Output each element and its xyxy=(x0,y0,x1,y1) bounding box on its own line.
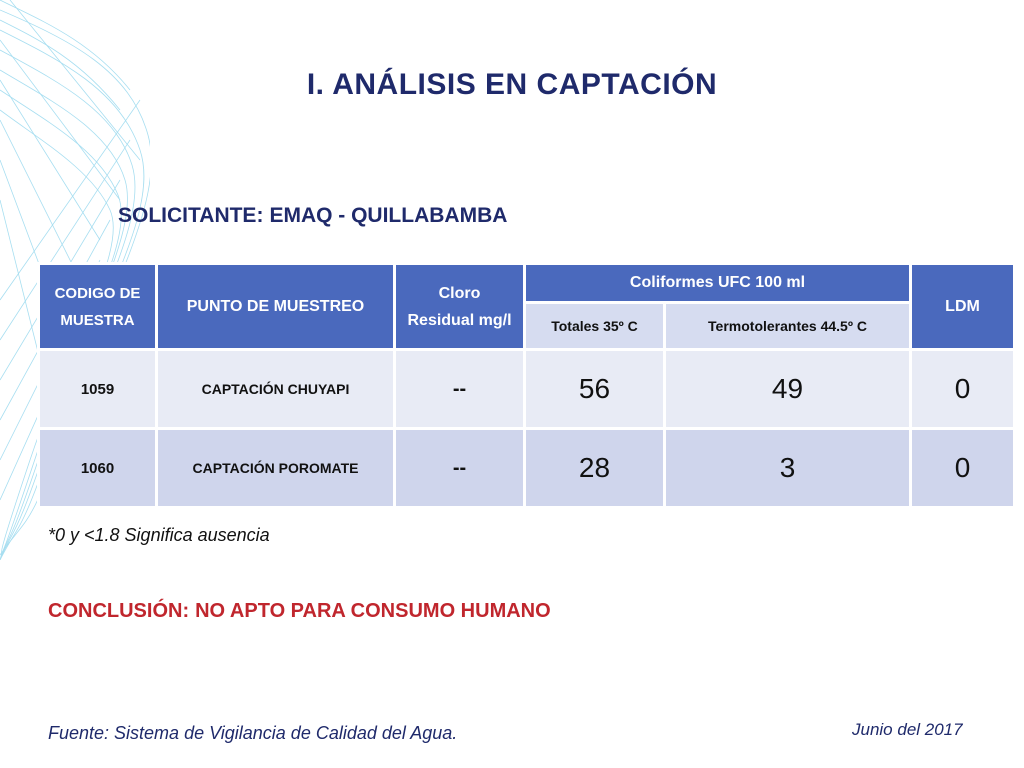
cell-termotolerantes: 3 xyxy=(665,429,911,508)
footnote: *0 y <1.8 Significa ausencia xyxy=(48,525,270,545)
cell-totales: 56 xyxy=(525,350,665,429)
source-note: Fuente: Sistema de Vigilancia de Calidad del Agua. xyxy=(48,723,458,743)
solicitante-value: EMAQ - QUILLABAMBA xyxy=(269,204,508,227)
cell-termotolerantes: 49 xyxy=(665,350,911,429)
header-termotolerantes: Termotolerantes 44.5º C xyxy=(665,303,911,350)
results-table xyxy=(37,262,1016,509)
solicitante-label: SOLICITANTE: xyxy=(118,204,264,227)
cell-totales: 28 xyxy=(525,429,665,508)
header-punto: PUNTO DE MUESTREO xyxy=(157,264,395,350)
cell-ldm: 0 xyxy=(911,350,1015,429)
table-row xyxy=(39,429,1015,508)
conclusion-value: NO APTO PARA CONSUMO HUMANO xyxy=(195,600,551,622)
header-totales: Totales 35º C xyxy=(525,303,665,350)
cell-ldm: 0 xyxy=(911,429,1015,508)
date-label: Junio del 2017 xyxy=(852,720,963,739)
conclusion xyxy=(48,600,551,623)
cell-punto: CAPTACIÓN POROMATE xyxy=(157,429,395,508)
header-ldm: LDM xyxy=(911,264,1015,350)
page-title: I. ANÁLISIS EN CAPTACIÓN xyxy=(306,68,718,101)
header-codigo: CODIGO DE MUESTRA xyxy=(39,264,157,350)
solicitante-line xyxy=(118,204,507,228)
cell-cloro: -- xyxy=(395,429,525,508)
header-coliformes: Coliformes UFC 100 ml xyxy=(525,264,911,303)
header-cloro: Cloro Residual mg/l xyxy=(395,264,525,350)
cell-codigo: 1060 xyxy=(39,429,157,508)
cell-punto: CAPTACIÓN CHUYAPI xyxy=(157,350,395,429)
conclusion-label: CONCLUSIÓN: xyxy=(48,600,190,622)
cell-cloro: -- xyxy=(395,350,525,429)
table-row xyxy=(39,350,1015,429)
cell-codigo: 1059 xyxy=(39,350,157,429)
